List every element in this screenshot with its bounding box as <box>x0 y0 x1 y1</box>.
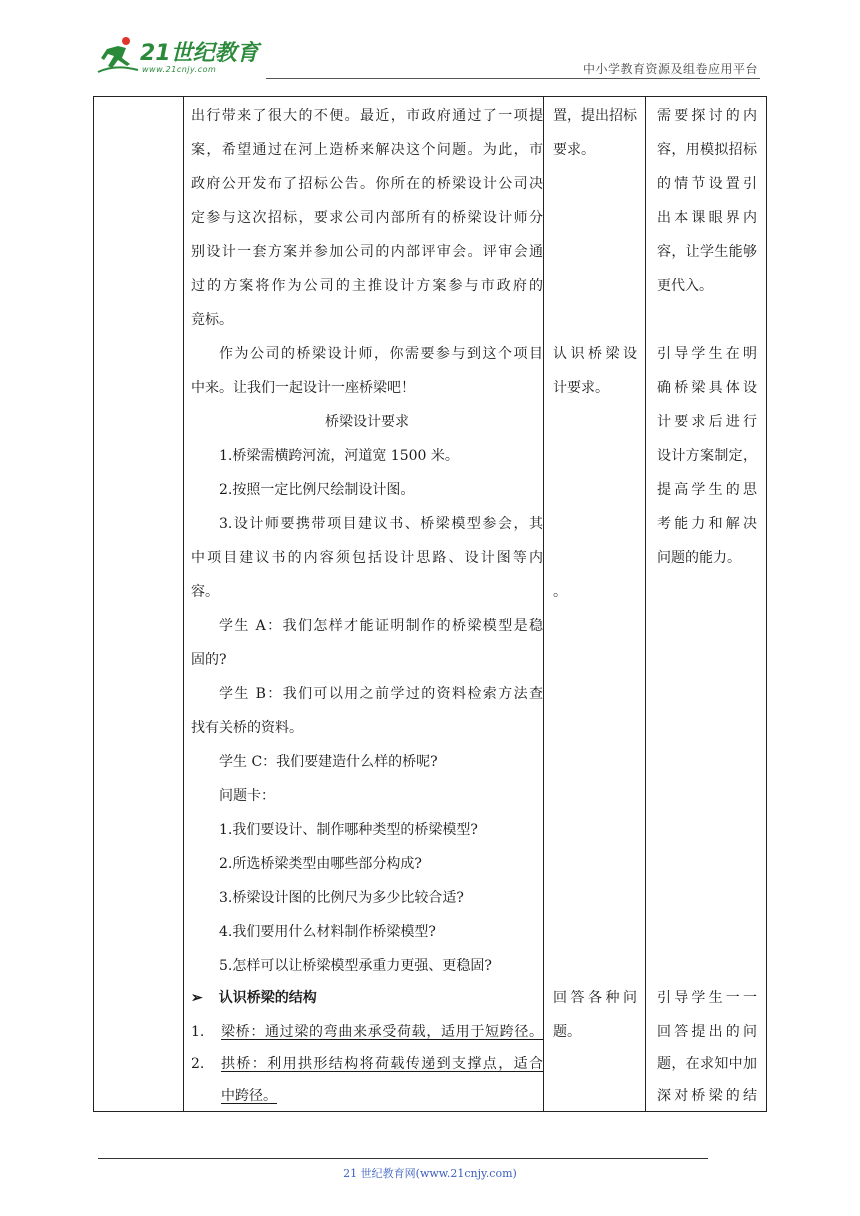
structure-item <box>191 1015 543 1049</box>
cell-line: 考能力和解决 <box>657 516 757 532</box>
structure-item <box>191 1047 543 1081</box>
structure-item <box>191 1079 543 1113</box>
question-card-title: 问题卡： <box>219 788 275 804</box>
cell-line: 容，用模拟招标 <box>657 142 757 158</box>
cell-line: 设计方案制定， <box>657 448 757 464</box>
cell-line: 更代入。 <box>657 278 713 294</box>
cell-line: 引导学生一一 <box>657 990 757 1006</box>
cell-line: 提高学生的思 <box>657 482 757 498</box>
cell-line: 深对桥梁的结 <box>657 1088 757 1104</box>
paragraph-line: 案，希望通过在河上造桥来解决这个问题。为此，市 <box>191 142 543 158</box>
paragraph-line: 中来。让我们一起设计一座桥梁吧！ <box>191 380 415 396</box>
cell-line: 的情节设置引 <box>657 176 757 192</box>
paragraph-line: 定参与这次招标，要求公司内部所有的桥梁设计师分 <box>191 210 543 226</box>
cell-line: 问题的能力。 <box>657 550 741 566</box>
cell-line: 容，让学生能够 <box>657 244 757 260</box>
section-title: 认识桥梁的结构 <box>218 990 317 1006</box>
question-item: 4.我们要用什么材料制作桥梁模型? <box>219 924 436 940</box>
item-text: 梁桥：通过梁的弯曲来承受荷载，适用于短跨径。 <box>221 1024 543 1040</box>
student-dialogue: 学生 C：我们要建造什么样的桥呢? <box>219 754 438 770</box>
requirement-item: 2.按照一定比例尺绘制设计图。 <box>219 482 415 498</box>
requirements-heading: 桥梁设计要求 <box>325 414 409 430</box>
header-divider <box>266 78 760 79</box>
student-dialogue: 学生 B：我们可以用之前学过的资料检索方法查 <box>219 686 543 702</box>
column-divider <box>645 97 646 1111</box>
cell-line: 出本课眼界内 <box>657 210 757 226</box>
footer-divider <box>98 1158 708 1159</box>
section-heading <box>191 981 543 1015</box>
cell-line: 题。 <box>553 1024 581 1040</box>
paragraph-line: 竞标。 <box>191 312 233 328</box>
requirement-item: 1.桥梁需横跨河流，河道宽 1500 米。 <box>219 448 459 464</box>
cell-line: 回答各种问 <box>553 990 637 1006</box>
cell-line: 回答提出的问 <box>657 1024 757 1040</box>
item-text: 中跨径。 <box>221 1088 277 1104</box>
paragraph-line: 别设计一套方案并参加公司的内部评审会。评审会通 <box>191 244 543 260</box>
paragraph-line: 中项目建议书的内容须包括设计思路、设计图等内 <box>191 550 543 566</box>
item-number: 2. <box>191 1056 205 1072</box>
column-divider <box>183 97 184 1111</box>
footer-link[interactable]: 21 世纪教育网(www.21cnjy.com) <box>343 1167 517 1180</box>
lesson-table <box>93 96 767 1112</box>
cell-line: 确桥梁具体设 <box>657 380 757 396</box>
paragraph-line: 固的? <box>191 652 227 668</box>
item-number: 1. <box>191 1024 205 1040</box>
question-item: 2.所选桥梁类型由哪些部分构成? <box>219 856 422 872</box>
cell-line: 计要求后进行 <box>657 414 757 430</box>
cell-line: 认识桥梁设 <box>553 346 637 362</box>
cell-line: 置，提出招标 <box>553 108 637 124</box>
question-item: 1.我们要设计、制作哪种类型的桥梁模型? <box>219 822 478 838</box>
arrow-bullet-icon: ➢ <box>191 990 203 1006</box>
cell-line: 题，在求知中加 <box>657 1056 757 1072</box>
page-header <box>96 28 760 80</box>
cell-line: 要求。 <box>553 142 595 158</box>
column-divider <box>543 97 544 1111</box>
item-text: 拱桥：利用拱形结构将荷载传递到支撑点，适合 <box>221 1056 543 1072</box>
runner-logo-icon <box>96 34 140 78</box>
paragraph-line: 政府公开发布了招标公告。你所在的桥梁设计公司决 <box>191 176 543 192</box>
logo-text: 21世纪教育 <box>140 41 259 66</box>
question-item: 3.桥梁设计图的比例尺为多少比较合适? <box>219 890 464 906</box>
cell-line: 。 <box>553 584 567 600</box>
site-logo[interactable] <box>96 34 266 78</box>
question-item: 5.怎样可以让桥梁模型承重力更强、更稳固? <box>219 958 492 974</box>
platform-name: 中小学教育资源及组卷应用平台 <box>582 62 758 76</box>
cell-line: 需要探讨的内 <box>657 108 757 124</box>
cell-line: 计要求。 <box>553 380 609 396</box>
cell-line: 引导学生在明 <box>657 346 757 362</box>
paragraph-line: 出行带来了很大的不便。最近，市政府通过了一项提 <box>191 108 543 124</box>
paragraph-line: 容。 <box>191 584 219 600</box>
logo-url: www.21cnjy.com <box>142 65 217 74</box>
paragraph-line: 找有关桥的资料。 <box>191 720 303 736</box>
paragraph-line: 作为公司的桥梁设计师，你需要参与到这个项目 <box>219 346 543 362</box>
paragraph-line: 过的方案将作为公司的主推设计方案参与市政府的 <box>191 278 543 294</box>
requirement-item: 3.设计师要携带项目建议书、桥梁模型参会，其 <box>219 516 543 532</box>
student-dialogue: 学生 A：我们怎样才能证明制作的桥梁模型是稳 <box>219 618 543 634</box>
